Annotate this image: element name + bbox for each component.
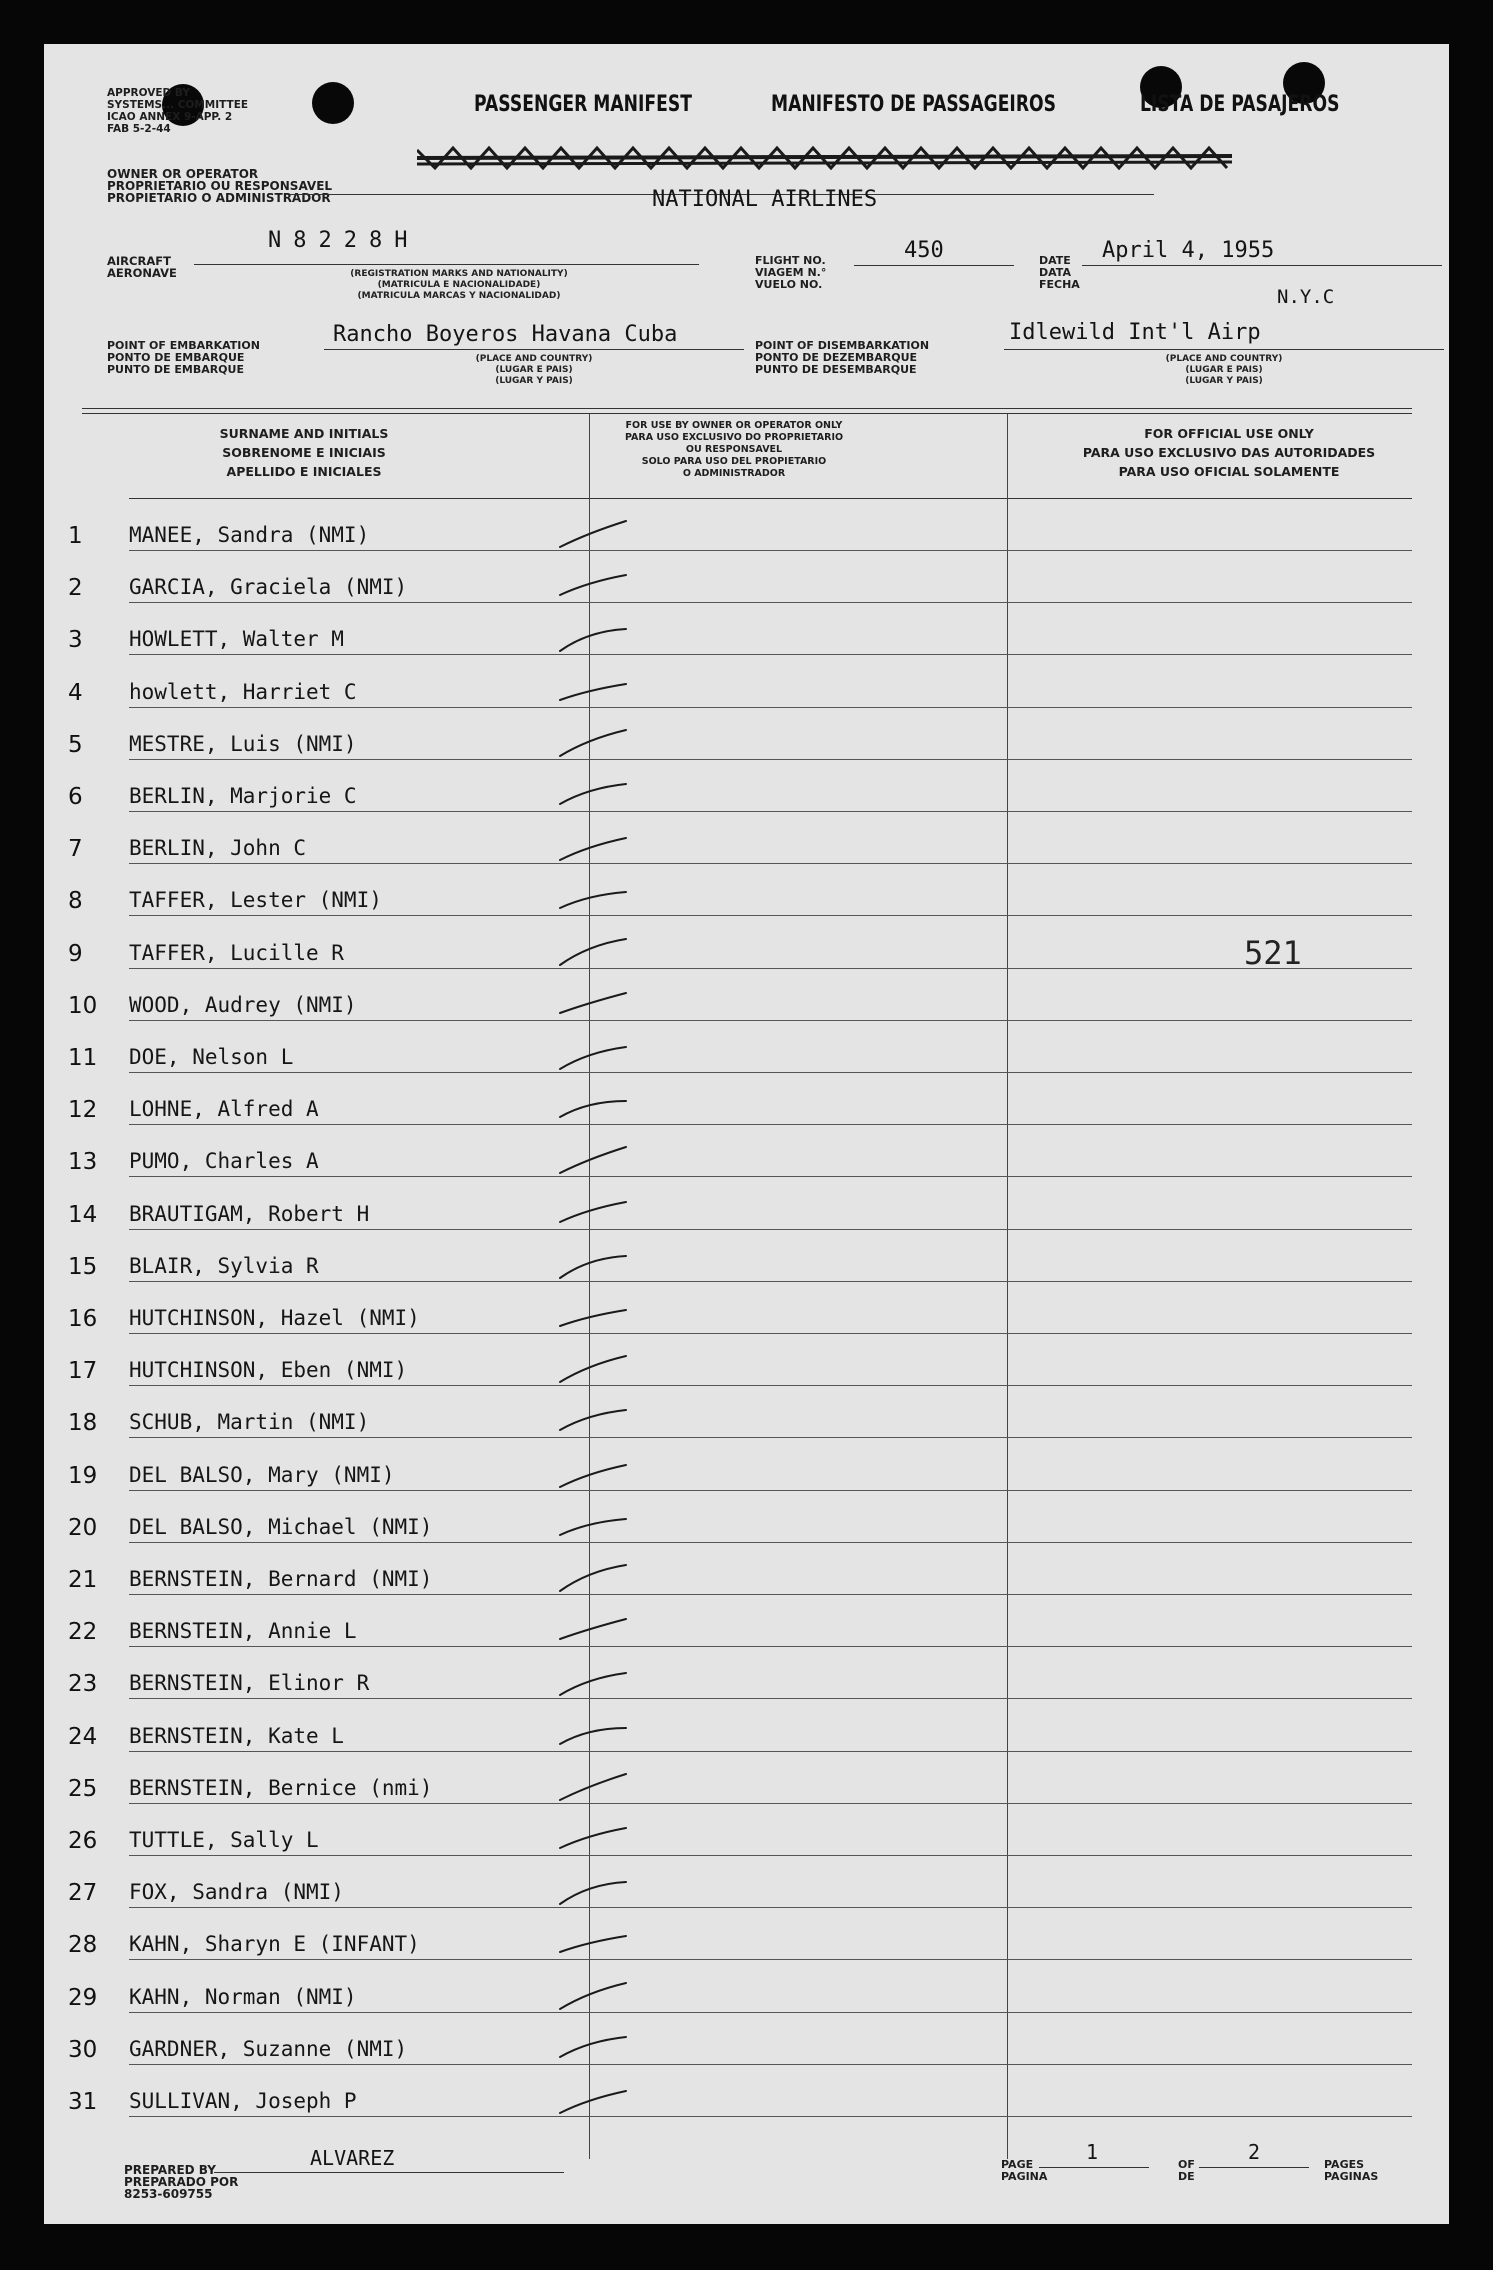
row-number: 15 xyxy=(68,1253,98,1280)
row-number: 3 xyxy=(68,627,83,654)
row-number: 9 xyxy=(68,940,83,967)
punch-hole xyxy=(312,82,354,124)
row-number: 30 xyxy=(68,2036,98,2063)
caption-line: (LUGAR Y PAIS) xyxy=(1185,376,1263,386)
table-row xyxy=(44,1700,1449,1752)
disembarkation-underline xyxy=(1004,349,1444,350)
row-number: 20 xyxy=(68,1514,98,1541)
disembarkation-label-line: PUNTO DE DESEMBARQUE xyxy=(755,363,917,376)
table-row xyxy=(44,1125,1449,1177)
title-portuguese: MANIFESTO DE PASSAGEIROS xyxy=(771,92,1056,117)
table-row xyxy=(44,1386,1449,1438)
table-row xyxy=(44,1439,1449,1491)
table-top-rule xyxy=(82,408,1412,409)
disembarkation-label-line: POINT OF DISEMBARKATION xyxy=(755,339,930,352)
row-rule xyxy=(129,2116,1412,2117)
caption-line: (MATRICULA MARCAS Y NACIONALIDAD) xyxy=(357,291,561,301)
passenger-name: HUTCHINSON, Eben (NMI) xyxy=(129,1358,408,1383)
row-number: 25 xyxy=(68,1775,98,1802)
passenger-name: GARCIA, Graciela (NMI) xyxy=(129,575,408,600)
operator-column-header xyxy=(584,420,884,480)
embarkation-point: Rancho Boyeros Havana Cuba xyxy=(333,322,678,347)
table-row xyxy=(44,603,1449,655)
prepared-label xyxy=(124,2164,238,2200)
flight-label xyxy=(755,255,826,291)
passenger-name: KAHN, Sharyn E (INFANT) xyxy=(129,1932,420,1957)
flight-label-line: VIAGEM N.° xyxy=(755,266,827,279)
row-number: 4 xyxy=(68,679,83,706)
manifest-sheet xyxy=(44,44,1449,2224)
caption-line: (LUGAR Y PAIS) xyxy=(495,376,573,386)
title-english: PASSENGER MANIFEST xyxy=(474,92,692,117)
title-spanish: LISTA DE PASAJEROS xyxy=(1140,92,1340,117)
passenger-name: GARDNER, Suzanne (NMI) xyxy=(129,2036,408,2061)
city-note: N.Y.C xyxy=(1277,286,1335,308)
table-row xyxy=(44,864,1449,916)
approval-line: APPROVED BY xyxy=(107,87,190,99)
embark-place-caption xyxy=(434,354,634,387)
aircraft-label-line: AIRCRAFT xyxy=(107,254,171,268)
column-header-line: PARA USO EXCLUSIVO DO PROPRIETARIO xyxy=(624,432,844,443)
passenger-name: BERNSTEIN, Kate L xyxy=(129,1723,344,1748)
column-header-line: FOR OFFICIAL USE ONLY xyxy=(1144,426,1314,441)
column-header-line: SOBRENOME E INICIAIS xyxy=(222,445,386,460)
row-number: 23 xyxy=(68,1671,98,1698)
row-number: 6 xyxy=(68,784,83,810)
row-number: 31 xyxy=(68,2089,98,2115)
row-number: 17 xyxy=(68,1358,98,1385)
table-row xyxy=(44,760,1449,812)
row-number: 2 xyxy=(68,575,83,602)
registration-caption xyxy=(314,269,604,302)
caption-line: (MATRICULA E NACIONALIDADE) xyxy=(377,280,541,290)
pages-label xyxy=(1324,2159,1378,2183)
embarkation-label-line: PONTO DE EMBARQUE xyxy=(107,351,245,364)
row-number: 21 xyxy=(68,1567,98,1593)
column-header-line: FOR USE BY OWNER OR OPERATOR ONLY xyxy=(625,420,843,431)
flight-label-line: VUELO NO. xyxy=(755,278,823,291)
row-number: 22 xyxy=(68,1619,98,1646)
table-row xyxy=(44,812,1449,864)
table-row xyxy=(44,1595,1449,1647)
total-pages: 2 xyxy=(1248,2140,1261,2164)
prepared-underline xyxy=(214,2172,564,2173)
column-header-line: SOLO PARA USO DEL PROPIETARIO xyxy=(641,456,827,467)
passenger-name: DEL BALSO, Michael (NMI) xyxy=(129,1514,433,1539)
passenger-name: DOE, Nelson L xyxy=(129,1045,294,1069)
of-label-line: OF xyxy=(1178,2158,1195,2171)
page-label xyxy=(1001,2159,1047,2183)
caption-line: (LUGAR E PAIS) xyxy=(495,365,573,375)
owner-label-line: PROPIETARIO O ADMINISTRADOR xyxy=(107,191,331,205)
table-row xyxy=(44,969,1449,1021)
passenger-name: TAFFER, Lester (NMI) xyxy=(129,888,382,913)
table-row xyxy=(44,1908,1449,1960)
table-row xyxy=(44,1647,1449,1699)
passenger-name: BLAIR, Sylvia R xyxy=(129,1253,319,1278)
page-number: 1 xyxy=(1086,2140,1099,2164)
row-number: 19 xyxy=(68,1462,98,1489)
prepared-label-line: PREPARED BY xyxy=(124,2163,216,2177)
table-row xyxy=(44,1961,1449,2013)
table-row xyxy=(44,1021,1449,1073)
row-number: 7 xyxy=(68,836,83,863)
page-label-line: PAGE xyxy=(1001,2158,1034,2171)
passenger-name: MESTRE, Luis (NMI) xyxy=(129,731,357,756)
passenger-name: BERNSTEIN, Bernard (NMI) xyxy=(129,1567,433,1591)
official-column-header xyxy=(1029,424,1429,481)
of-label-line: DE xyxy=(1178,2170,1195,2183)
table-row xyxy=(44,1282,1449,1334)
row-number: 8 xyxy=(68,888,83,915)
passenger-name: LOHNE, Alfred A xyxy=(129,1097,319,1122)
passenger-name: MANEE, Sandra (NMI) xyxy=(129,523,370,547)
prepared-label-line: PREPARADO POR xyxy=(124,2175,239,2189)
approval-line: SYSTEMS... COMMITTEE xyxy=(107,99,249,111)
table-row xyxy=(44,2065,1449,2117)
table-row xyxy=(44,1752,1449,1804)
table-row xyxy=(44,708,1449,760)
row-number: 24 xyxy=(68,1723,98,1750)
approval-line: FAB 5-2-44 xyxy=(107,123,171,135)
table-row xyxy=(44,1073,1449,1125)
passenger-name: BERNSTEIN, Annie L xyxy=(129,1619,357,1644)
column-header-line: SURNAME AND INITIALS xyxy=(219,426,389,441)
passenger-name: BERNSTEIN, Elinor R xyxy=(129,1671,370,1696)
row-number: 28 xyxy=(68,1932,98,1959)
approval-block xyxy=(107,87,248,135)
aircraft-label-line: AERONAVE xyxy=(107,266,177,280)
surname-column-header xyxy=(154,424,454,481)
caption-line: (LUGAR E PAIS) xyxy=(1185,365,1263,375)
disembarkation-label xyxy=(755,340,929,376)
column-header-line: PARA USO EXCLUSIVO DAS AUTORIDADES xyxy=(1082,445,1376,460)
table-row xyxy=(44,1178,1449,1230)
table-row xyxy=(44,551,1449,603)
passenger-name: BERLIN, Marjorie C xyxy=(129,784,357,808)
table-row xyxy=(44,917,1449,969)
passenger-name: HOWLETT, Walter M xyxy=(129,627,344,652)
embarkation-label-line: POINT OF EMBARKATION xyxy=(107,339,260,352)
date-label-line: DATE xyxy=(1039,254,1071,267)
prepared-by-value: ALVAREZ xyxy=(310,2146,395,2170)
row-number: 27 xyxy=(68,1880,98,1907)
row-number: 14 xyxy=(68,1201,98,1228)
aircraft-label xyxy=(107,255,177,279)
passenger-name: FOX, Sandra (NMI) xyxy=(129,1880,344,1905)
column-header-line: PARA USO OFICIAL SOLAMENTE xyxy=(1118,464,1340,479)
row-number: 12 xyxy=(68,1097,98,1124)
row-number: 11 xyxy=(68,1045,98,1071)
date-underline xyxy=(1082,265,1442,266)
row-number: 26 xyxy=(68,1828,98,1854)
disembark-place-caption xyxy=(1124,354,1324,387)
passenger-name: SULLIVAN, Joseph P xyxy=(129,2089,357,2113)
passenger-name: SCHUB, Martin (NMI) xyxy=(129,1410,370,1435)
pages-label-line: PAGINAS xyxy=(1324,2170,1379,2183)
date-label-line: DATA xyxy=(1039,266,1071,279)
caption-line: (PLACE AND COUNTRY) xyxy=(475,354,593,364)
embarkation-underline xyxy=(324,349,744,350)
page-label-line: PAGINA xyxy=(1001,2170,1048,2183)
flight-label-line: FLIGHT NO. xyxy=(755,254,826,267)
table-row xyxy=(44,1491,1449,1543)
passenger-name: TUTTLE, Sally L xyxy=(129,1828,319,1852)
passenger-name: KAHN, Norman (NMI) xyxy=(129,1984,357,2009)
table-row xyxy=(44,2013,1449,2065)
check-mark xyxy=(554,2083,644,2123)
owner-label xyxy=(107,168,332,204)
embarkation-label xyxy=(107,340,260,376)
table-row xyxy=(44,1856,1449,1908)
caption-line: (PLACE AND COUNTRY) xyxy=(1165,354,1283,364)
table-top-rule xyxy=(82,413,1412,414)
row-number: 13 xyxy=(68,1149,98,1176)
date-label-line: FECHA xyxy=(1039,278,1080,291)
total-pages-underline xyxy=(1199,2167,1309,2168)
date-label xyxy=(1039,255,1080,291)
owner-label-line: PROPRIETARIO OU RESPONSAVEL xyxy=(107,179,333,193)
column-header-line: APELLIDO E INICIALES xyxy=(226,464,382,479)
official-note: 521 xyxy=(1244,934,1302,972)
row-number: 10 xyxy=(68,992,98,1019)
flight-date: April 4, 1955 xyxy=(1102,238,1275,263)
table-row xyxy=(44,1543,1449,1595)
approval-line: ICAO ANNEX 9-APP. 2 xyxy=(107,111,233,123)
row-number: 16 xyxy=(68,1306,98,1332)
table-row xyxy=(44,499,1449,551)
caption-line: (REGISTRATION MARKS AND NATIONALITY) xyxy=(350,269,568,279)
table-row xyxy=(44,1334,1449,1386)
row-number: 1 xyxy=(68,523,83,549)
row-number: 18 xyxy=(68,1410,98,1437)
column-header-line: O ADMINISTRADOR xyxy=(682,468,786,479)
page-underline xyxy=(1039,2167,1149,2168)
passenger-name: WOOD, Audrey (NMI) xyxy=(129,992,357,1017)
flight-number: 450 xyxy=(904,238,944,263)
aircraft-registration: N8228H xyxy=(268,228,420,253)
owner-label-line: OWNER OR OPERATOR xyxy=(107,167,259,181)
flight-underline xyxy=(854,265,1014,266)
aircraft-underline xyxy=(194,264,699,265)
pages-label-line: PAGES xyxy=(1324,2158,1365,2171)
row-number: 5 xyxy=(68,731,83,758)
table-row xyxy=(44,1804,1449,1856)
disembarkation-point: Idlewild Int'l Airp xyxy=(1009,320,1261,345)
passenger-name: TAFFER, Lucille R xyxy=(129,940,344,965)
embarkation-label-line: PUNTO DE EMBARQUE xyxy=(107,363,244,376)
passenger-name: howlett, Harriet C xyxy=(129,679,357,704)
form-code: 8253-609755 xyxy=(124,2187,213,2201)
passenger-name: DEL BALSO, Mary (NMI) xyxy=(129,1462,395,1487)
operator-name: NATIONAL AIRLINES xyxy=(652,187,878,212)
table-row xyxy=(44,1230,1449,1282)
passenger-name: BERLIN, John C xyxy=(129,836,307,861)
disembarkation-label-line: PONTO DE DEZEMBARQUE xyxy=(755,351,918,364)
passenger-name: BRAUTIGAM, Robert H xyxy=(129,1201,370,1226)
column-header-line: OU RESPONSAVEL xyxy=(685,444,783,455)
table-row xyxy=(44,656,1449,708)
redaction-scribble xyxy=(417,142,1232,174)
passenger-name: HUTCHINSON, Hazel (NMI) xyxy=(129,1306,420,1330)
of-label xyxy=(1178,2159,1195,2183)
passenger-name: PUMO, Charles A xyxy=(129,1149,319,1174)
passenger-name: BERNSTEIN, Bernice (nmi) xyxy=(129,1775,433,1800)
row-number: 29 xyxy=(68,1984,98,2011)
